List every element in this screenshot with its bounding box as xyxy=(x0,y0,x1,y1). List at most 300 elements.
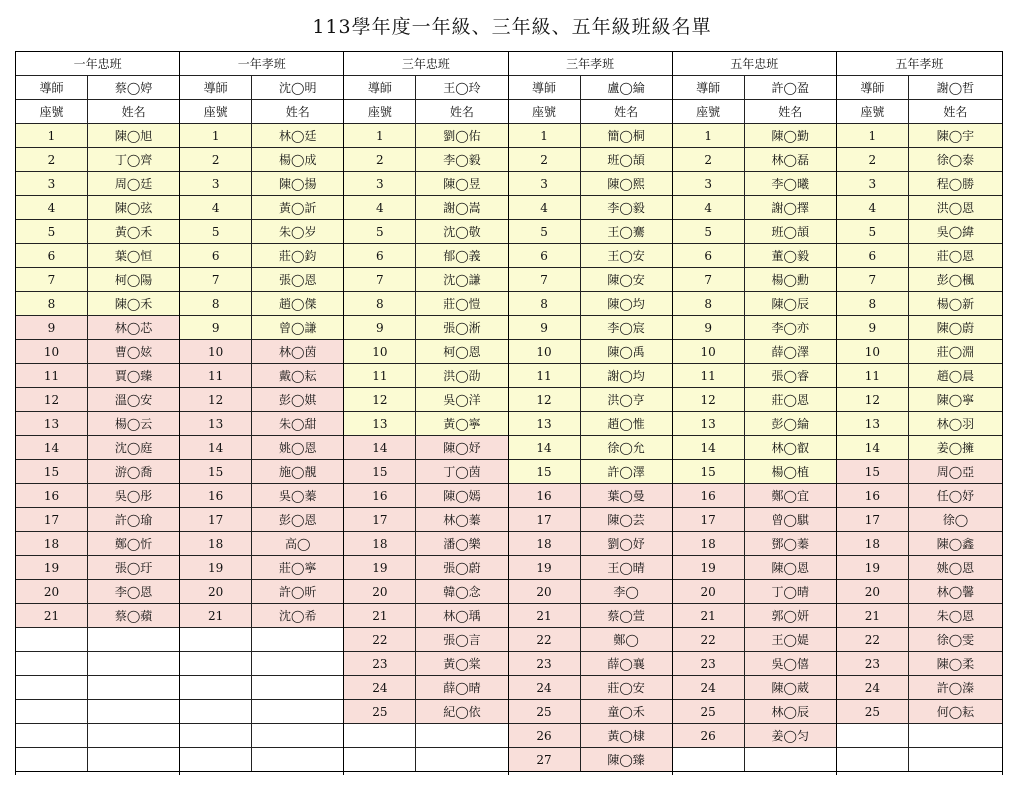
seat-number: 4 xyxy=(16,196,88,219)
seat-number: 14 xyxy=(16,436,88,459)
student-row xyxy=(673,388,836,412)
student-name: 陳◯柔 xyxy=(936,657,975,671)
student-name: 黃◯棠 xyxy=(443,657,481,671)
student-row xyxy=(673,628,836,652)
seat-number: 15 xyxy=(16,460,88,483)
student-name xyxy=(416,724,507,747)
student-name: 蔡◯蘋 xyxy=(114,609,153,623)
student-row xyxy=(673,700,836,724)
student-name: 楊◯云 xyxy=(114,417,153,431)
student-name: 紀◯依 xyxy=(443,705,481,719)
student-row xyxy=(673,124,836,148)
student-name: 陳◯宇 xyxy=(936,129,975,143)
student-row xyxy=(16,724,179,748)
student-name: 彭◯恩 xyxy=(279,513,317,527)
class-header xyxy=(673,52,836,76)
seat-number: 26 xyxy=(673,724,745,747)
student-name: 徐◯雯 xyxy=(936,633,975,647)
seat-number: 18 xyxy=(509,532,581,555)
seat-number: 1 xyxy=(509,124,581,147)
student-row xyxy=(673,484,836,508)
seat-number xyxy=(180,628,252,651)
student-row xyxy=(180,580,343,604)
seat-number: 5 xyxy=(673,220,745,243)
student-row xyxy=(16,388,179,412)
student-row xyxy=(509,316,672,340)
seat-number: 21 xyxy=(837,604,909,627)
student-row xyxy=(509,748,672,772)
student-row xyxy=(509,460,672,484)
student-row xyxy=(509,532,672,556)
student-row xyxy=(837,724,1002,748)
seat-number: 6 xyxy=(344,244,416,267)
student-name: 李◯曦 xyxy=(771,177,809,191)
seat-number: 21 xyxy=(180,604,252,627)
student-name: 莊◯寧 xyxy=(279,561,317,575)
student-name: 許◯澤 xyxy=(607,465,645,479)
seat-number: 7 xyxy=(673,268,745,291)
seat-number: 7 xyxy=(837,268,909,291)
seat-number: 6 xyxy=(673,244,745,267)
seat-number: 15 xyxy=(344,460,416,483)
student-name: 陳◯安 xyxy=(607,273,645,287)
student-name: 陳◯弦 xyxy=(114,201,153,215)
seat-number: 23 xyxy=(509,652,581,675)
student-name: 林◯廷 xyxy=(279,129,317,143)
seat-number: 7 xyxy=(509,268,581,291)
student-name: 郭◯妍 xyxy=(771,609,809,623)
student-name: 陳◯辰 xyxy=(771,297,809,311)
student-name: 李◯恩 xyxy=(114,585,153,599)
student-row xyxy=(16,292,179,316)
seat-number: 15 xyxy=(509,460,581,483)
class-column xyxy=(837,52,1003,775)
student-row xyxy=(837,604,1002,628)
student-row xyxy=(673,412,836,436)
seat-number: 10 xyxy=(16,340,88,363)
student-row xyxy=(509,124,672,148)
student-row xyxy=(837,148,1002,172)
seat-number: 12 xyxy=(837,388,909,411)
teacher-label: 導師 xyxy=(344,76,416,99)
seat-number: 13 xyxy=(837,412,909,435)
student-row xyxy=(16,172,179,196)
student-name: 高◯ xyxy=(285,537,311,551)
student-row xyxy=(344,364,507,388)
student-row xyxy=(344,460,507,484)
student-row xyxy=(180,340,343,364)
student-row xyxy=(180,292,343,316)
student-name xyxy=(88,700,179,723)
student-name xyxy=(909,724,1002,747)
student-name: 洪◯亨 xyxy=(607,393,645,407)
student-row xyxy=(673,508,836,532)
student-row xyxy=(344,340,507,364)
student-name: 楊◯植 xyxy=(771,465,809,479)
student-name: 韓◯念 xyxy=(443,585,481,599)
seat-number xyxy=(673,748,745,771)
student-name xyxy=(88,748,179,771)
seat-number xyxy=(344,748,416,771)
student-name: 楊◯勳 xyxy=(771,273,809,287)
student-name: 沈◯敬 xyxy=(443,225,481,239)
student-name: 吳◯蓁 xyxy=(279,489,317,503)
seat-number: 16 xyxy=(180,484,252,507)
student-row xyxy=(837,460,1002,484)
seat-number: 3 xyxy=(344,172,416,195)
seat-number: 17 xyxy=(180,508,252,531)
student-row xyxy=(673,748,836,772)
student-name: 莊◯安 xyxy=(607,681,645,695)
teacher-name: 許◯盈 xyxy=(771,81,809,95)
student-name: 彭◯綸 xyxy=(771,417,809,431)
student-row xyxy=(509,148,672,172)
seat-number: 5 xyxy=(344,220,416,243)
student-row xyxy=(509,172,672,196)
student-row xyxy=(344,748,507,772)
seat-number: 16 xyxy=(837,484,909,507)
student-name xyxy=(252,628,343,651)
seat-number xyxy=(837,748,909,771)
student-name: 丁◯齊 xyxy=(114,153,153,167)
student-name: 張◯淅 xyxy=(443,321,481,335)
teacher-name: 謝◯哲 xyxy=(936,81,975,95)
student-name: 張◯玗 xyxy=(114,561,153,575)
student-row xyxy=(673,196,836,220)
student-name: 洪◯劭 xyxy=(443,369,481,383)
student-name: 郁◯義 xyxy=(443,249,481,263)
student-name: 陳◯恩 xyxy=(771,561,809,575)
seat-number: 19 xyxy=(344,556,416,579)
student-row xyxy=(344,556,507,580)
seat-number: 25 xyxy=(509,700,581,723)
student-name: 周◯亞 xyxy=(936,465,975,479)
seat-number: 19 xyxy=(837,556,909,579)
seat-number: 17 xyxy=(16,508,88,531)
seat-number: 20 xyxy=(673,580,745,603)
student-row xyxy=(344,484,507,508)
student-row xyxy=(837,700,1002,724)
seat-number: 24 xyxy=(837,676,909,699)
student-row xyxy=(673,556,836,580)
student-name: 童◯禾 xyxy=(607,705,645,719)
student-name: 趙◯晨 xyxy=(936,369,975,383)
seat-heading: 座號 xyxy=(344,100,416,123)
seat-number: 20 xyxy=(180,580,252,603)
student-name: 林◯馨 xyxy=(936,585,975,599)
student-row xyxy=(344,676,507,700)
student-name: 潘◯樂 xyxy=(443,537,481,551)
seat-number: 2 xyxy=(673,148,745,171)
student-row xyxy=(673,268,836,292)
name-heading: 姓名 xyxy=(449,105,474,119)
student-name: 李◯ xyxy=(613,585,639,599)
seat-number: 19 xyxy=(673,556,745,579)
student-row xyxy=(180,748,343,772)
student-name: 莊◯恩 xyxy=(771,393,809,407)
teacher-row xyxy=(16,76,179,100)
student-row xyxy=(180,604,343,628)
teacher-name: 王◯玲 xyxy=(443,81,481,95)
student-name: 柯◯陽 xyxy=(114,273,153,287)
student-row xyxy=(673,316,836,340)
seat-number: 22 xyxy=(344,628,416,651)
student-row xyxy=(180,196,343,220)
student-name: 姜◯匀 xyxy=(771,729,809,743)
student-row xyxy=(180,652,343,676)
teacher-row xyxy=(180,76,343,100)
seat-number: 20 xyxy=(509,580,581,603)
student-row xyxy=(344,148,507,172)
student-row xyxy=(673,604,836,628)
student-row xyxy=(509,436,672,460)
student-row xyxy=(180,508,343,532)
student-row xyxy=(837,196,1002,220)
seat-number: 21 xyxy=(509,604,581,627)
seat-number: 3 xyxy=(16,172,88,195)
seat-number: 11 xyxy=(673,364,745,387)
teacher-label: 導師 xyxy=(180,76,252,99)
student-name: 溫◯安 xyxy=(114,393,153,407)
student-row xyxy=(509,580,672,604)
seat-number: 1 xyxy=(673,124,745,147)
student-row xyxy=(837,172,1002,196)
student-name: 葉◯曼 xyxy=(607,489,645,503)
seat-number: 8 xyxy=(16,292,88,315)
student-row xyxy=(180,532,343,556)
student-name: 曹◯妶 xyxy=(114,345,153,359)
student-row xyxy=(837,124,1002,148)
page-title: 113學年度一年級、三年級、五年級班級名單 xyxy=(312,16,712,38)
class-column xyxy=(673,52,837,775)
student-row xyxy=(16,556,179,580)
student-row xyxy=(344,700,507,724)
student-name: 班◯頡 xyxy=(607,153,645,167)
seat-number: 3 xyxy=(673,172,745,195)
seat-number: 2 xyxy=(16,148,88,171)
seat-number: 13 xyxy=(16,412,88,435)
seat-number: 15 xyxy=(837,460,909,483)
student-row xyxy=(837,436,1002,460)
student-name: 林◯茵 xyxy=(279,345,317,359)
student-row xyxy=(673,172,836,196)
seat-number: 2 xyxy=(837,148,909,171)
seat-number xyxy=(16,724,88,747)
seat-number: 4 xyxy=(673,196,745,219)
student-row xyxy=(344,652,507,676)
student-name: 林◯磊 xyxy=(771,153,809,167)
seat-number: 15 xyxy=(673,460,745,483)
seat-number: 17 xyxy=(837,508,909,531)
student-name: 趙◯惟 xyxy=(607,417,645,431)
student-name: 黃◯訢 xyxy=(279,201,317,215)
teacher-label: 導師 xyxy=(16,76,88,99)
student-name: 陳◯芸 xyxy=(607,513,645,527)
seat-number: 25 xyxy=(344,700,416,723)
seat-number: 6 xyxy=(837,244,909,267)
class-column xyxy=(509,52,673,775)
student-row xyxy=(180,700,343,724)
student-row xyxy=(837,292,1002,316)
seat-number: 11 xyxy=(344,364,416,387)
student-row xyxy=(509,220,672,244)
student-row xyxy=(509,244,672,268)
student-row xyxy=(180,628,343,652)
seat-number: 14 xyxy=(837,436,909,459)
student-name: 陳◯旭 xyxy=(114,129,153,143)
student-row xyxy=(509,556,672,580)
seat-number: 25 xyxy=(837,700,909,723)
student-name: 徐◯允 xyxy=(607,441,645,455)
student-name: 林◯叡 xyxy=(771,441,809,455)
seat-number: 16 xyxy=(344,484,416,507)
seat-number: 23 xyxy=(344,652,416,675)
seat-number: 12 xyxy=(16,388,88,411)
student-row xyxy=(16,364,179,388)
student-row xyxy=(180,124,343,148)
student-row xyxy=(509,700,672,724)
student-name: 吳◯緯 xyxy=(936,225,975,239)
seat-number: 20 xyxy=(344,580,416,603)
student-name: 陳◯熙 xyxy=(607,177,645,191)
seat-heading: 座號 xyxy=(509,100,581,123)
student-row xyxy=(344,388,507,412)
student-name: 林◯芯 xyxy=(114,321,153,335)
student-row xyxy=(344,220,507,244)
student-row xyxy=(673,436,836,460)
seat-number: 11 xyxy=(837,364,909,387)
seat-number: 18 xyxy=(16,532,88,555)
student-name: 鄭◯宜 xyxy=(771,489,809,503)
student-row xyxy=(344,412,507,436)
seat-number: 6 xyxy=(509,244,581,267)
seat-number: 10 xyxy=(673,340,745,363)
seat-number: 9 xyxy=(180,316,252,339)
student-row xyxy=(16,436,179,460)
student-row xyxy=(16,700,179,724)
student-row xyxy=(837,748,1002,772)
seat-number: 5 xyxy=(509,220,581,243)
seat-number: 16 xyxy=(509,484,581,507)
student-name: 施◯靚 xyxy=(279,465,317,479)
student-row xyxy=(16,316,179,340)
seat-number: 18 xyxy=(837,532,909,555)
student-name: 周◯廷 xyxy=(114,177,153,191)
student-name: 班◯頡 xyxy=(771,225,809,239)
student-row xyxy=(509,604,672,628)
class-header xyxy=(509,52,672,76)
seat-number: 19 xyxy=(180,556,252,579)
seat-number: 8 xyxy=(673,292,745,315)
student-name: 賈◯臻 xyxy=(114,369,153,383)
student-name: 陳◯妤 xyxy=(443,441,481,455)
student-name: 趙◯傑 xyxy=(279,297,317,311)
seat-number: 14 xyxy=(180,436,252,459)
student-row xyxy=(344,436,507,460)
student-row xyxy=(673,676,836,700)
seat-number: 9 xyxy=(16,316,88,339)
class-name: 三年孝班 xyxy=(566,57,615,71)
student-name: 陳◯揚 xyxy=(279,177,317,191)
student-row xyxy=(16,604,179,628)
name-heading: 姓名 xyxy=(285,105,310,119)
student-row xyxy=(509,724,672,748)
student-row xyxy=(509,340,672,364)
student-name: 許◯昕 xyxy=(279,585,317,599)
teacher-label: 導師 xyxy=(837,76,909,99)
seat-number: 20 xyxy=(16,580,88,603)
student-row xyxy=(837,484,1002,508)
student-row xyxy=(16,508,179,532)
student-row xyxy=(509,364,672,388)
seat-number xyxy=(180,676,252,699)
seat-number: 8 xyxy=(344,292,416,315)
student-name: 林◯蓁 xyxy=(443,513,481,527)
student-name: 鄧◯蓁 xyxy=(771,537,809,551)
student-name: 任◯妤 xyxy=(936,489,975,503)
seat-number: 21 xyxy=(673,604,745,627)
student-row xyxy=(344,292,507,316)
student-name: 陳◯禹 xyxy=(607,345,645,359)
student-name: 何◯耘 xyxy=(936,705,975,719)
seat-heading: 座號 xyxy=(180,100,252,123)
class-header xyxy=(344,52,507,76)
name-heading: 姓名 xyxy=(778,105,803,119)
student-name: 許◯瑜 xyxy=(114,513,153,527)
name-heading: 姓名 xyxy=(614,105,639,119)
student-row xyxy=(509,196,672,220)
student-name: 柯◯恩 xyxy=(443,345,481,359)
seat-number: 10 xyxy=(344,340,416,363)
seat-number: 7 xyxy=(344,268,416,291)
student-name: 黃◯寧 xyxy=(443,417,481,431)
class-header xyxy=(180,52,343,76)
student-name: 丁◯茵 xyxy=(443,465,481,479)
seat-number: 17 xyxy=(673,508,745,531)
seat-number: 25 xyxy=(673,700,745,723)
student-row xyxy=(673,340,836,364)
student-name: 陳◯寧 xyxy=(936,393,975,407)
student-name: 莊◯恩 xyxy=(936,249,975,263)
seat-number: 8 xyxy=(509,292,581,315)
student-row xyxy=(673,364,836,388)
student-row xyxy=(837,508,1002,532)
teacher-label: 導師 xyxy=(509,76,581,99)
student-name: 葉◯恒 xyxy=(114,249,153,263)
student-row xyxy=(509,676,672,700)
seat-number: 19 xyxy=(16,556,88,579)
seat-number: 9 xyxy=(837,316,909,339)
seat-heading: 座號 xyxy=(837,100,909,123)
seat-number: 14 xyxy=(344,436,416,459)
column-heading-row xyxy=(837,100,1002,124)
seat-number: 8 xyxy=(180,292,252,315)
student-name: 張◯睿 xyxy=(771,369,809,383)
student-name: 董◯毅 xyxy=(771,249,809,263)
seat-number: 5 xyxy=(180,220,252,243)
student-row xyxy=(673,724,836,748)
student-name: 陳◯昱 xyxy=(443,177,481,191)
student-row xyxy=(509,628,672,652)
student-row xyxy=(344,508,507,532)
student-row xyxy=(180,556,343,580)
class-name: 一年忠班 xyxy=(73,57,122,71)
seat-number: 12 xyxy=(344,388,416,411)
seat-number: 5 xyxy=(16,220,88,243)
student-row xyxy=(16,244,179,268)
student-row xyxy=(16,652,179,676)
student-name: 黃◯禾 xyxy=(114,225,153,239)
